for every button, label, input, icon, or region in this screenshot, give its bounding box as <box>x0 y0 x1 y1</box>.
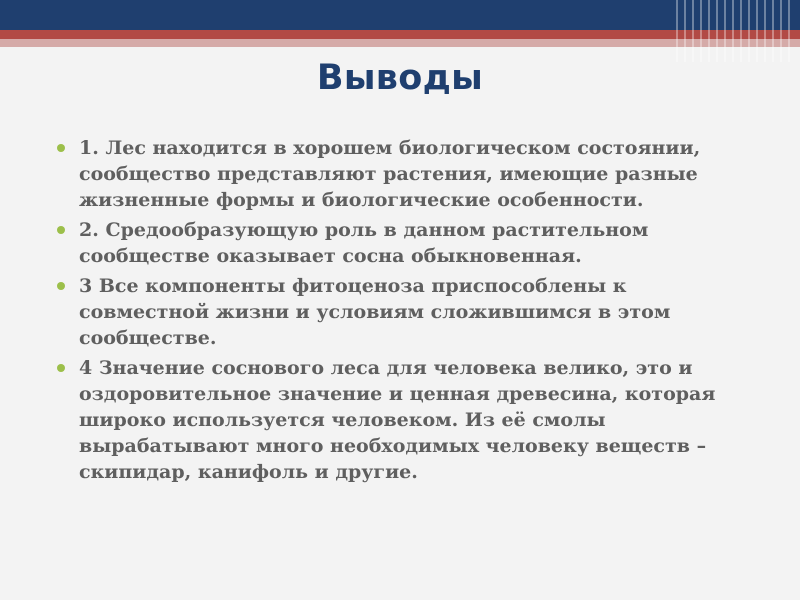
bullet-dot-icon <box>57 282 65 290</box>
list-item-text: 3 Все компоненты фитоценоза приспособлены к совместной жизни и условиям сложившимся в этом сообществе. <box>79 275 671 349</box>
bullet-dot-icon <box>57 364 65 372</box>
list-item-text: 4 Значение соснового леса для человека велико, это и оздоровительное значение и ценная древесина, которая широко используется человеком. Из её смолы вырабатывают много необходимых человеку веществ – скипидар, канифоль и другие. <box>79 357 716 483</box>
list-item <box>57 355 762 485</box>
list-item-text: 2. Средообразующую роль в данном растительном сообществе оказывает сосна обыкновенная. <box>79 219 649 267</box>
bullet-dot-icon <box>57 144 65 152</box>
bullet-dot-icon <box>57 226 65 234</box>
list-item <box>57 135 762 213</box>
header-corner-stripes <box>665 0 800 62</box>
conclusions-list <box>57 135 762 489</box>
list-item-text: 1. Лес находится в хорошем биологическом состоянии, сообщество представляют растения, имеющие разные жизненные формы и биологические особенности. <box>79 137 701 211</box>
slide-title: Выводы <box>316 58 484 98</box>
list-item <box>57 217 762 269</box>
list-item <box>57 273 762 351</box>
